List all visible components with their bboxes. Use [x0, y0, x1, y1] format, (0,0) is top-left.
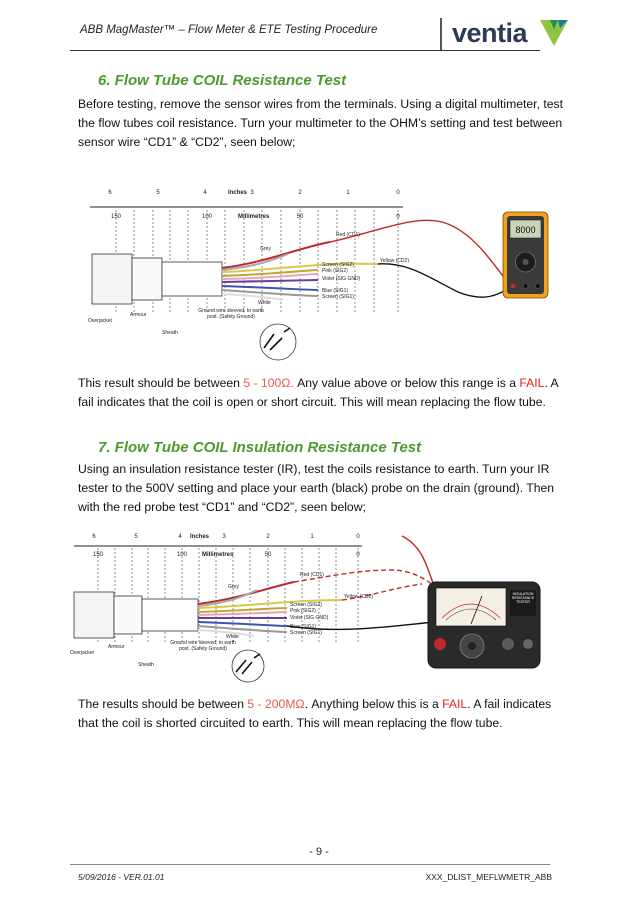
result-6-range: 5 - 100Ω.: [243, 376, 294, 390]
section-6-intro: Before testing, remove the sensor wires from the terminals. Using a digital multimeter, test the flow tubes coil resistance. Turn your multimeter to the OHM’s setting and test between sensor wire “CD1” & “CD2”, seen below;: [78, 97, 563, 149]
wire-label-grey: Grey: [228, 584, 239, 590]
part-label-overjacket: Overjacket: [88, 318, 112, 324]
wire-label-red: Red (CD1): [336, 232, 360, 238]
ground-label-box: [196, 308, 266, 342]
coil-resistance-diagram: [78, 182, 558, 382]
wire-label-blue: Blue (SIG1): [322, 288, 349, 294]
wire-label-white: White: [258, 300, 271, 306]
inch-ticks-2: [92, 534, 360, 540]
result-7-text-c: . A fail indicates that the coil is shorted circuited to earth. This will mean replacing the flow tube.: [78, 697, 552, 730]
result-6-text-a: This result should be between: [78, 376, 244, 390]
armour-shape: [132, 258, 162, 300]
multimeter-reading: 8000: [515, 225, 536, 235]
tick-label: 100: [176, 552, 188, 558]
tick-label: 1: [310, 534, 314, 540]
wire-label-pink: Pink (SIG2): [290, 608, 316, 614]
tick-label: 0: [396, 190, 400, 196]
tick-label: 6: [92, 534, 96, 540]
tick-label: 4: [203, 190, 207, 196]
ir-tester-label: INSULATION RESISTANCE TESTER: [511, 592, 535, 604]
tick-label: 0: [356, 534, 360, 540]
tick-label: 100: [201, 214, 213, 220]
section-6-heading: 6. Flow Tube COIL Resistance Test: [98, 72, 347, 89]
mm-ticks-2: [93, 552, 360, 558]
sheath-shape: [162, 262, 222, 296]
part-label-armour: Armour: [130, 312, 147, 318]
tick-label: 2: [266, 534, 270, 540]
wire-label-screen-sig1: Screen (SIG1): [322, 294, 354, 300]
tick-label: 3: [222, 534, 226, 540]
wire-label-white: White: [226, 634, 239, 640]
inch-ticks: [108, 190, 400, 196]
tick-label: 150: [110, 214, 122, 220]
tick-label: 0: [356, 552, 360, 558]
wire-label-yellow: Yellow (CD2): [380, 258, 409, 264]
wire-label-pink: Pink (SIG2): [322, 268, 348, 274]
footer-date-version: 5/09/2016 - VER.01.01: [78, 872, 165, 882]
result-6-text-c: . A fail indicates that the coil is open or short circuit. This will mean replacing the flow tube.: [78, 376, 559, 409]
wire-label-violet: Violet (SIG GND): [322, 276, 361, 282]
mm-ticks: [111, 214, 400, 220]
insulation-resistance-tester: [428, 582, 540, 668]
tick-label: 50: [296, 214, 304, 220]
result-7-range: 5 - 200MΩ: [247, 697, 305, 711]
tick-label: 50: [264, 552, 272, 558]
wire-label-screen-sig1: Screen (SIG1): [290, 630, 322, 636]
inches-label: Inches: [228, 190, 248, 196]
result-6-text-b: Any value above or below this range is a: [293, 376, 520, 390]
wire-label-grey: Grey: [260, 246, 271, 252]
section-7-heading: 7. Flow Tube COIL Insulation Resistance Test: [98, 439, 422, 456]
section-6-result: [78, 374, 568, 412]
header-rule: [70, 50, 540, 51]
tick-label: 150: [92, 552, 104, 558]
tick-label: 3: [250, 190, 254, 196]
tick-label: 1: [346, 190, 350, 196]
header-title: ABB MagMaster™ – Flow Meter & ETE Testing Procedure: [80, 24, 378, 36]
section-7-intro: Using an insulation resistance tester (IR), test the coils resistance to earth. Turn your IR tester to the 500V setting and place your earth (black) probe on the drain (ground). Then with the red probe test “CD1” and “CD2”, seen below;: [78, 462, 555, 514]
result-7-text-a: The results should be between: [78, 697, 248, 711]
logo-text: ventia: [452, 18, 528, 48]
logo-leaf-icon: [538, 16, 570, 48]
earth-detail-wires: [264, 328, 290, 350]
tick-label: 0: [396, 214, 400, 220]
footer-doc-code: XXX_DLIST_MEFLWMETR_ABB: [425, 872, 552, 882]
result-6-fail: FAIL: [519, 376, 545, 390]
page-number: - 9 -: [309, 846, 329, 858]
overjacket-shape: [92, 254, 132, 304]
part-label-armour: Armour: [108, 644, 125, 650]
part-label-ground: Ground wire sleeved, to earth post. (Safety Ground): [198, 308, 264, 320]
mm-label: Millimetres: [238, 214, 270, 220]
tick-label: 2: [298, 190, 302, 196]
tick-label: 4: [178, 534, 182, 540]
tick-label: 5: [156, 190, 160, 196]
header-divider: [440, 18, 442, 50]
result-7-fail: FAIL: [442, 697, 468, 711]
tick-label: 6: [108, 190, 112, 196]
section-7-result: [78, 695, 568, 733]
part-label-overjacket: Overjacket: [70, 650, 94, 656]
wire-label-blue: Blue (SIG1): [290, 624, 317, 630]
footer-rule: [70, 864, 550, 865]
part-label-sheath: Sheath: [162, 330, 178, 336]
wire-label-yellow: Yellow (CD2): [344, 594, 373, 600]
digital-multimeter: [503, 212, 548, 298]
ventia-logo: [452, 16, 572, 50]
wire-label-screen-sig2: Screen (SIG2): [322, 262, 354, 268]
insulation-resistance-diagram: [62, 526, 562, 686]
wire-label-screen-sig2: Screen (SIG2): [290, 602, 322, 608]
wire-label-red: Red (CD1): [300, 572, 324, 578]
result-7-text-b: . Anything below this is a: [304, 697, 443, 711]
mm-label: Millimetres: [202, 552, 234, 558]
part-label-sheath: Sheath: [138, 662, 154, 668]
part-label-ground: Ground wire sleeved, to earth post. (Safety Ground): [170, 640, 236, 652]
inches-label: Inches: [190, 534, 210, 540]
wire-label-violet: Violet (SIG GND): [290, 615, 329, 621]
tick-label: 5: [134, 534, 138, 540]
